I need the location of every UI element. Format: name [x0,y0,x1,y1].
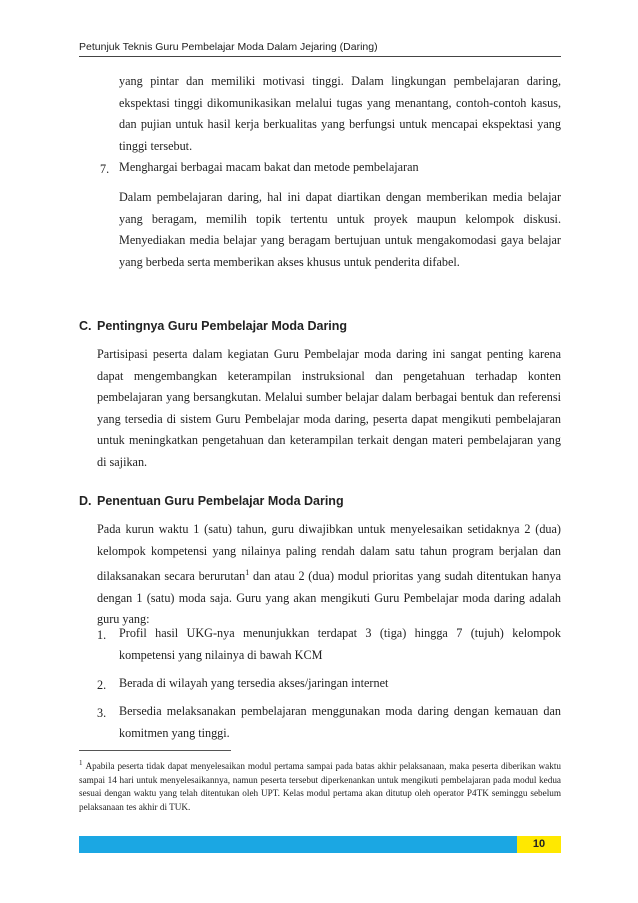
list-item-2-number: 2. [97,678,107,692]
section-d-heading [79,494,344,508]
section-d-title: Penentuan Guru Pembelajar Moda Daring [97,494,344,508]
footnote [79,757,561,814]
section-c-title: Pentingnya Guru Pembelajar Moda Daring [97,319,348,333]
footer-bar [79,836,561,853]
section-c-heading [79,319,347,333]
footnote-mark: 1 [79,759,83,767]
section-d-body [97,519,561,631]
item-7-title: Menghargai berbagai macam bakat dan metode pembelajaran [119,160,419,174]
page-number: 10 [517,836,561,853]
footnote-separator [79,750,231,751]
section-c-letter: C. [79,319,92,333]
list-item-3-number: 3. [97,706,107,720]
section-d-letter: D. [79,494,92,508]
section-c-body: Partisipasi peserta dalam kegiatan Guru Pembelajar moda daring ini sangat penting karena dapat mengembangkan keterampilan instruksional dan pengetahuan terhadap konten pembelajaran yang bersangkutan. Melalui sumber belajar dalam berbagai bentuk dan referensi yang tersedia di sistem Guru Pembelajar moda daring, peserta dapat mengikuti pembelajaran untuk meningkatkan pengetahuan dan keterampilan terkait dengan materi pembelajaran yang di sajikan. [97,347,561,469]
item-7-number: 7. [100,162,110,176]
list-item-1-number: 1. [97,628,107,642]
list-item-2-text: Berada di wilayah yang tersedia akses/jaringan internet [119,676,389,690]
running-header: Petunjuk Teknis Guru Pembelajar Moda Dalam Jejaring (Daring) [79,41,561,57]
section-d-body-text: Pada kurun waktu 1 (satu) tahun, guru diwajibkan untuk menyelesaikan setidaknya 2 (dua) kelompok kompetensi yang nilainya paling rendah dalam satu tahun program berjalan dan dilaksanakan secara berurutan [97,522,561,584]
item-7-body: Dalam pembelajaran daring, hal ini dapat diartikan dengan memberikan media belajar yang beragam, memilih topik tertentu untuk proyek maupun kelompok diskusi. Menyediakan media belajar yang beragam bertujuan untuk mengakomodasi gaya belajar yang berbeda serta memberikan akses khusus untuk penderita difabel. [119,190,561,269]
footnote-text: Apabila peserta tidak dapat menyelesaikan modul pertama sampai pada batas akhir pelaksanaan, maka peserta diberikan waktu sampai 14 hari untuk menyelesaikannya, namun peserta tersebut diperkenankan untuk mengikuti pembelajaran pada modul kedua sesuai dengan waktu yang telah ditentukan oleh UPT. Kelas modul pertama akan ditutup oleh operator P4TK seminggu sebelum pelaksanaan tes akhir di TUK. [79,761,561,812]
list-item-3-text: Bersedia melaksanakan pembelajaran menggunakan moda daring dengan kemauan dan komitmen yang tinggi. [119,704,561,740]
continuation-paragraph: yang pintar dan memiliki motivasi tinggi. Dalam lingkungan pembelajaran daring, ekspektasi tinggi dikomunikasikan melalui tugas yang menantang, contoh-contoh kasus, dan pujian untuk hasil kerja berkualitas yang berfungsi untuk mencapai ekspektasi yang tinggi tersebut. [119,74,561,153]
footnote-reference: 1 [245,568,250,578]
list-item-1-text: Profil hasil UKG-nya menunjukkan terdapat 3 (tiga) hingga 7 (tujuh) kelompok kompetensi yang nilainya di bawah KCM [119,626,561,662]
section-d-body-text-continued: dan atau 2 (dua) modul prioritas yang sudah ditentukan hanya dengan 1 (satu) moda saja. Guru yang akan mengikuti Guru Pembelajar moda daring adalah guru yang: [97,569,561,627]
